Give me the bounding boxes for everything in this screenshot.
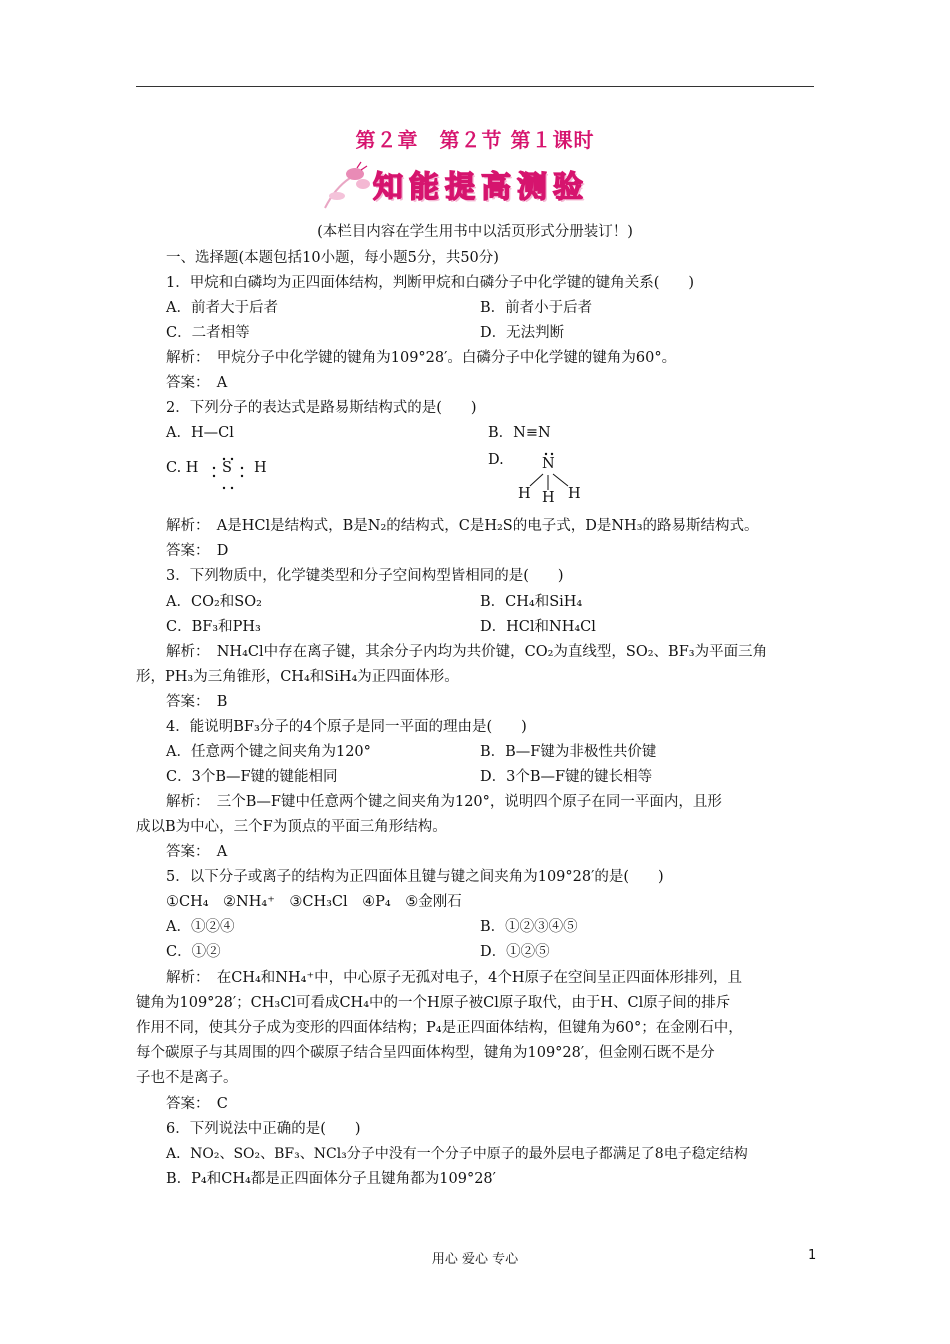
q4-option-d: D．3个B—F键的键长相等 [480,769,653,785]
banner [315,158,645,212]
q1-option-b: B．前者小于后者 [480,300,593,316]
q4-answer: 答案： A [166,844,228,860]
section-heading: 一、选择题(本题包括10小题，每小题5分，共50分) [166,250,499,266]
q5-answer: 答案： C [166,1096,228,1112]
page-title: 第２章 第２节 第１课时 [355,128,595,152]
q1-stem: 1．甲烷和白磷均为正四面体结构，判断甲烷和白磷分子中化学键的键角关系( ) [166,275,695,291]
q3-answer: 答案： B [166,694,228,710]
q2-answer: 答案： D [166,543,229,559]
q2-analysis: 解析： A是HCl是结构式，B是N₂的结构式，C是H₂S的电子式，D是NH₃的路易斯结构式。 [166,518,759,534]
q5-option-c: C．①② [166,944,221,960]
q2-option-c-structure: C. H S H [166,456,286,492]
q6-stem: 6．下列说法中正确的是( ) [166,1121,361,1137]
q5-items: ①CH₄ ②NH₄⁺ ③CH₃Cl ④P₄ ⑤金刚石 [166,894,462,910]
q5-analysis-1: 解析： 在CH₄和NH₄⁺中，中心原子无孤对电子，4个H原子在空间呈正四面体形排列，且 [166,970,742,986]
q5-analysis-3: 作用不同，使其分子成为变形的四面体结构；P₄是正四面体结构，但键角为60°；在金刚石中， [136,1020,743,1036]
q3-option-d: D．HCl和NH₄Cl [480,619,596,635]
q2-option-d-structure: D. N H H H [488,450,598,510]
page-number: 1 [808,1248,817,1263]
q4-analysis-2: 成以B为中心，三个F为顶点的平面三角形结构。 [136,819,447,835]
q1-analysis: 解析： 甲烷分子中化学键的键角为109°28′。白磷分子中化学键的键角为60°。 [166,350,677,366]
q5-analysis-4: 每个碳原子与其周围的四个碳原子结合呈四面体构型，键角为109°28′，但金刚石既不是分 [136,1045,715,1061]
q3-option-a: A．CO₂和SO₂ [166,594,262,610]
q5-analysis-2: 键角为109°28′；CH₃Cl可看成CH₄中的一个H原子被Cl原子取代，由于H、Cl原子间的排斥 [136,995,731,1011]
bond-lines [488,450,598,510]
q2-option-a: A．H—Cl [166,425,234,441]
q1-answer: 答案： A [166,375,228,391]
footer-text: 用心 爱心 专心 [431,1252,519,1267]
q4-option-c: C．3个B—F键的键能相同 [166,769,338,785]
q4-analysis-1: 解析： 三个B—F键中任意两个键之间夹角为120°，说明四个原子在同一平面内，且形 [166,794,722,810]
q6-option-b: B．P₄和CH₄都是正四面体分子且键角都为109°28′ [166,1171,496,1187]
q5-option-d: D．①②⑤ [480,944,550,960]
banner-text: 知能提高测验 [373,170,589,205]
q4-stem: 4．能说明BF₃分子的4个原子是同一平面的理由是( ) [166,719,527,735]
binding-note: (本栏目内容在学生用书中以活页形式分册装订！) [317,224,633,240]
q1-option-c: C．二者相等 [166,325,250,341]
q6-option-a: A．NO₂、SO₂、BF₃、NCl₃分子中没有一个分子中原子的最外层电子都满足了8电子稳定结构 [166,1146,748,1162]
q3-analysis-2: 形，PH₃为三角锥形，CH₄和SiH₄为正四面体形。 [136,669,459,685]
q5-stem: 5．以下分子或离子的结构为正四面体且键与键之间夹角为109°28′的是( ) [166,869,664,885]
q3-analysis-1: 解析： NH₄Cl中存在离子键，其余分子内均为共价键，CO₂为直线型，SO₂、BF₃为平面三角 [166,644,768,660]
q3-option-c: C．BF₃和PH₃ [166,619,261,635]
q5-analysis-5: 子也不是离子。 [136,1070,238,1086]
q3-stem: 3．下列物质中，化学键类型和分子空间构型皆相同的是( ) [166,568,564,584]
q4-option-a: A．任意两个键之间夹角为120° [166,744,371,760]
q2-stem: 2．下列分子的表达式是路易斯结构式的是( ) [166,400,477,416]
q1-option-d: D．无法判断 [480,325,565,341]
q3-option-b: B．CH₄和SiH₄ [480,594,583,610]
q4-option-b: B．B—F键为非极性共价键 [480,744,657,760]
q1-option-a: A．前者大于后者 [166,300,278,316]
q5-option-b: B．①②③④⑤ [480,919,578,935]
lone-pair-dots [166,456,286,492]
q2-option-b: B．N≡N [488,425,551,441]
q5-option-a: A．①②④ [166,919,235,935]
header-rule [136,86,814,87]
